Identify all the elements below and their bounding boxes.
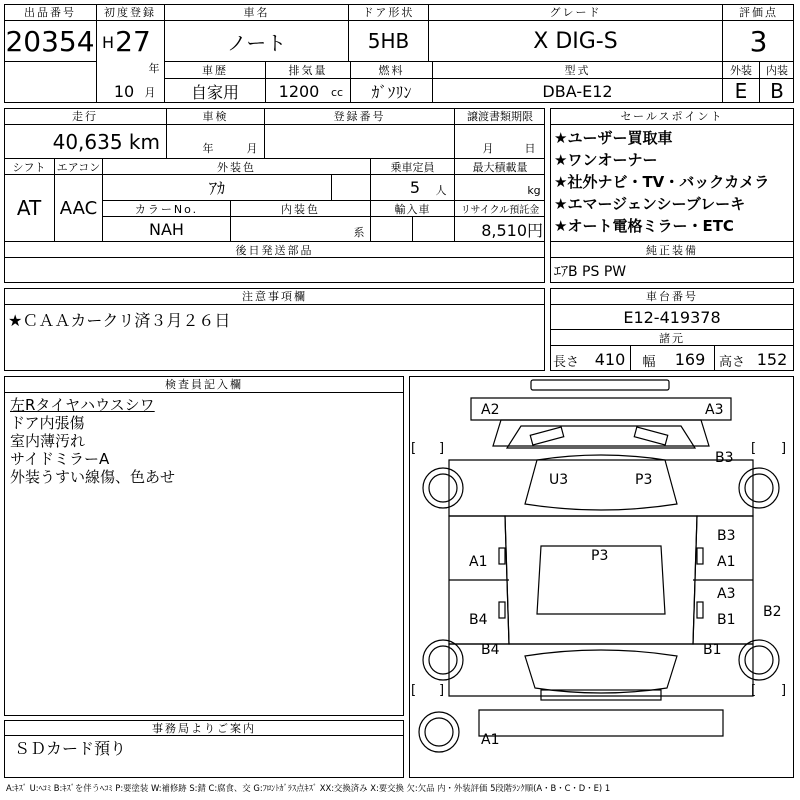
int-label: 内装 — [766, 64, 788, 77]
first-reg-label: 初度登録 — [104, 6, 156, 19]
hood — [493, 420, 709, 446]
mark-a1-rear: A1 — [481, 732, 500, 748]
inspector-lines — [6, 396, 402, 486]
notes-label: 注意事項欄 — [242, 290, 307, 303]
body-color: ｱｶ — [208, 179, 225, 198]
mark-p3: P3 — [635, 472, 653, 488]
mark-u3: U3 — [549, 472, 569, 488]
mark-b4-left: B4 — [469, 612, 488, 628]
svg-text:]: ] — [781, 441, 787, 456]
mark-b2: B2 — [763, 604, 782, 620]
mark-a2: A2 — [481, 402, 500, 418]
office-label: 事務局よりご案内 — [152, 721, 256, 735]
inspect-month-unit: 月 — [246, 142, 258, 155]
intcolor-label: 内装色 — [281, 202, 320, 216]
svg-text:]: ] — [439, 441, 445, 456]
capacity: 5 — [409, 178, 421, 197]
ac: AAC — [59, 197, 98, 219]
length: 410 — [594, 349, 626, 369]
inspector-line: 外装うすい線傷、色あせ — [10, 468, 176, 486]
equip-label: 純正装備 — [646, 243, 698, 257]
grade: X DIG-S — [533, 28, 618, 54]
sales-list — [550, 127, 794, 237]
mark-b1-rear: B1 — [703, 642, 722, 658]
inspect-year-unit: 年 — [202, 142, 214, 155]
grade-label: グレード — [549, 6, 602, 19]
recycle-label: リサイクル預託金 — [460, 205, 540, 216]
inspector-line: 室内薄汚れ — [10, 432, 86, 450]
lot-number: 20354 — [5, 24, 95, 58]
disp-unit: cc — [330, 85, 344, 99]
svg-text:]: ] — [781, 683, 787, 698]
height: 152 — [756, 349, 788, 369]
wiper-right — [634, 427, 667, 445]
row-hline — [4, 304, 545, 305]
model-label: 型式 — [564, 64, 591, 77]
colorno-label: カラーNo. — [134, 202, 199, 216]
int-grade: B — [770, 79, 784, 103]
model-code: DBA-E12 — [542, 81, 613, 101]
era: H — [101, 32, 115, 52]
length-label: 長さ — [552, 354, 579, 370]
transfer-day-unit: 日 — [524, 142, 536, 155]
ext-label: 外装 — [730, 64, 752, 77]
ac-label: エアコン — [56, 160, 101, 174]
mark-p3-roof: P3 — [591, 548, 609, 564]
sales-item: ★エマージェンシーブレーキ — [554, 195, 746, 213]
mark-b1-right: B1 — [717, 612, 736, 628]
fuel: ｶﾞｿﾘﾝ — [371, 82, 412, 102]
inspector-label: 検査員記入欄 — [165, 378, 243, 391]
transfer-label: 譲渡書類期限 — [467, 110, 533, 123]
door-type: 5HB — [367, 29, 410, 53]
color-label: 外装色 — [217, 160, 256, 174]
color-number: NAH — [149, 219, 184, 239]
mark-b3: B3 — [715, 450, 734, 466]
legend: A:ｷｽﾞ U:ﾍｺﾐ B:ｷｽﾞを伴うﾍｺﾐ P:要塗装 W:補修跡 S:錆 C:腐食、交 G:ﾌﾛﾝﾄｶﾞﾗｽ点ｷｽﾞ XX:交換済み X:要交換 欠:欠品 内・外装評価 5段階ﾗﾝｸ順(A・B・C・D・E) 1 — [6, 783, 611, 793]
lot-label: 出品番号 — [24, 6, 76, 19]
shift: AT — [16, 196, 42, 220]
front-bumper — [471, 398, 731, 420]
first-reg-month: 10 — [113, 81, 135, 101]
history: 自家用 — [190, 82, 239, 102]
front-bumper-top — [531, 380, 669, 390]
sales-label: セールスポイント — [620, 110, 724, 123]
mark-a1-right: A1 — [717, 554, 736, 570]
history-label: 車歴 — [202, 64, 228, 77]
rear-window — [525, 650, 677, 693]
equipment: ｴｱB PS PW — [554, 263, 627, 280]
mileage: 40,635 km — [52, 129, 160, 154]
row-vline — [412, 216, 413, 241]
row-vline — [714, 345, 715, 371]
regno-label: 登録番号 — [333, 110, 386, 123]
mark-a3-right: A3 — [717, 586, 736, 602]
hdr-hline — [4, 61, 96, 62]
front-body — [449, 460, 753, 516]
capacity-label: 乗車定員 — [390, 160, 435, 174]
score-label: 評価点 — [739, 6, 778, 19]
displacement: 1200 — [278, 81, 320, 101]
sales-item: ★ユーザー買取車 — [554, 129, 673, 147]
load-unit: kg — [527, 183, 541, 197]
fuel-label: 燃料 — [378, 64, 405, 77]
chassis-label: 車台番号 — [646, 290, 698, 303]
car-name: ノート — [226, 30, 287, 55]
mileage-label: 走行 — [72, 110, 98, 123]
intcolor-unit: 系 — [353, 226, 365, 239]
recycle-fee: 8,510円 — [481, 220, 543, 240]
first-reg-year: 27 — [115, 24, 151, 58]
svg-text:[: [ — [751, 683, 757, 698]
capacity-unit: 人 — [435, 184, 447, 197]
mark-a1-left: A1 — [469, 554, 488, 570]
score: 3 — [749, 24, 768, 58]
inspector-line: 左Rタイヤハウスシワ — [10, 396, 155, 414]
month-unit: 月 — [144, 86, 156, 99]
office-text: ＳＤカード預り — [14, 738, 127, 758]
notes-text: ★ＣＡＡカークリ済３月２６日 — [8, 310, 231, 330]
shift-label: シフト — [12, 160, 46, 174]
wiper-left — [530, 427, 563, 445]
load-label: 最大積載量 — [472, 160, 528, 174]
disp-label: 排気量 — [288, 64, 328, 77]
cabin — [505, 516, 697, 644]
mark-a3: A3 — [705, 402, 724, 418]
chassis-number: E12-419378 — [623, 307, 721, 327]
car-diagram — [409, 376, 794, 778]
row-hline — [550, 124, 794, 125]
hood-panel — [525, 455, 677, 510]
height-label: 高さ — [718, 354, 745, 370]
inspector-line: サイドミラーA — [10, 450, 110, 468]
later-parts-label: 後日発送部品 — [235, 243, 314, 257]
dims-label: 諸元 — [659, 331, 685, 345]
sales-item: ★社外ナビ・TV・バックカメラ — [554, 173, 770, 191]
row-vline — [630, 345, 631, 371]
svg-text:]: ] — [439, 683, 445, 698]
width-label: 幅 — [642, 354, 656, 370]
sales-item: ★ワンオーナー — [554, 151, 658, 169]
rear-bumper — [479, 710, 723, 736]
mark-b4-rear: B4 — [481, 642, 500, 658]
import-label: 輸入車 — [394, 202, 431, 216]
door-label: ドア形状 — [362, 6, 415, 19]
name-label: 車名 — [243, 6, 270, 19]
ext-grade: E — [734, 79, 748, 103]
sales-item: ★オート電格ミラー・ETC — [554, 217, 734, 235]
transfer-month-unit: 月 — [482, 142, 494, 155]
inspector-line: ドア内張傷 — [10, 414, 85, 432]
svg-text:[: [ — [751, 441, 757, 456]
width: 169 — [674, 349, 706, 369]
svg-text:[: [ — [411, 683, 417, 698]
inspect-label: 車検 — [202, 110, 229, 123]
year-unit: 年 — [148, 62, 160, 75]
row-vline — [331, 174, 332, 200]
svg-text:[: [ — [411, 441, 417, 456]
mark-b3-right: B3 — [717, 528, 736, 544]
row-hline — [4, 392, 404, 393]
